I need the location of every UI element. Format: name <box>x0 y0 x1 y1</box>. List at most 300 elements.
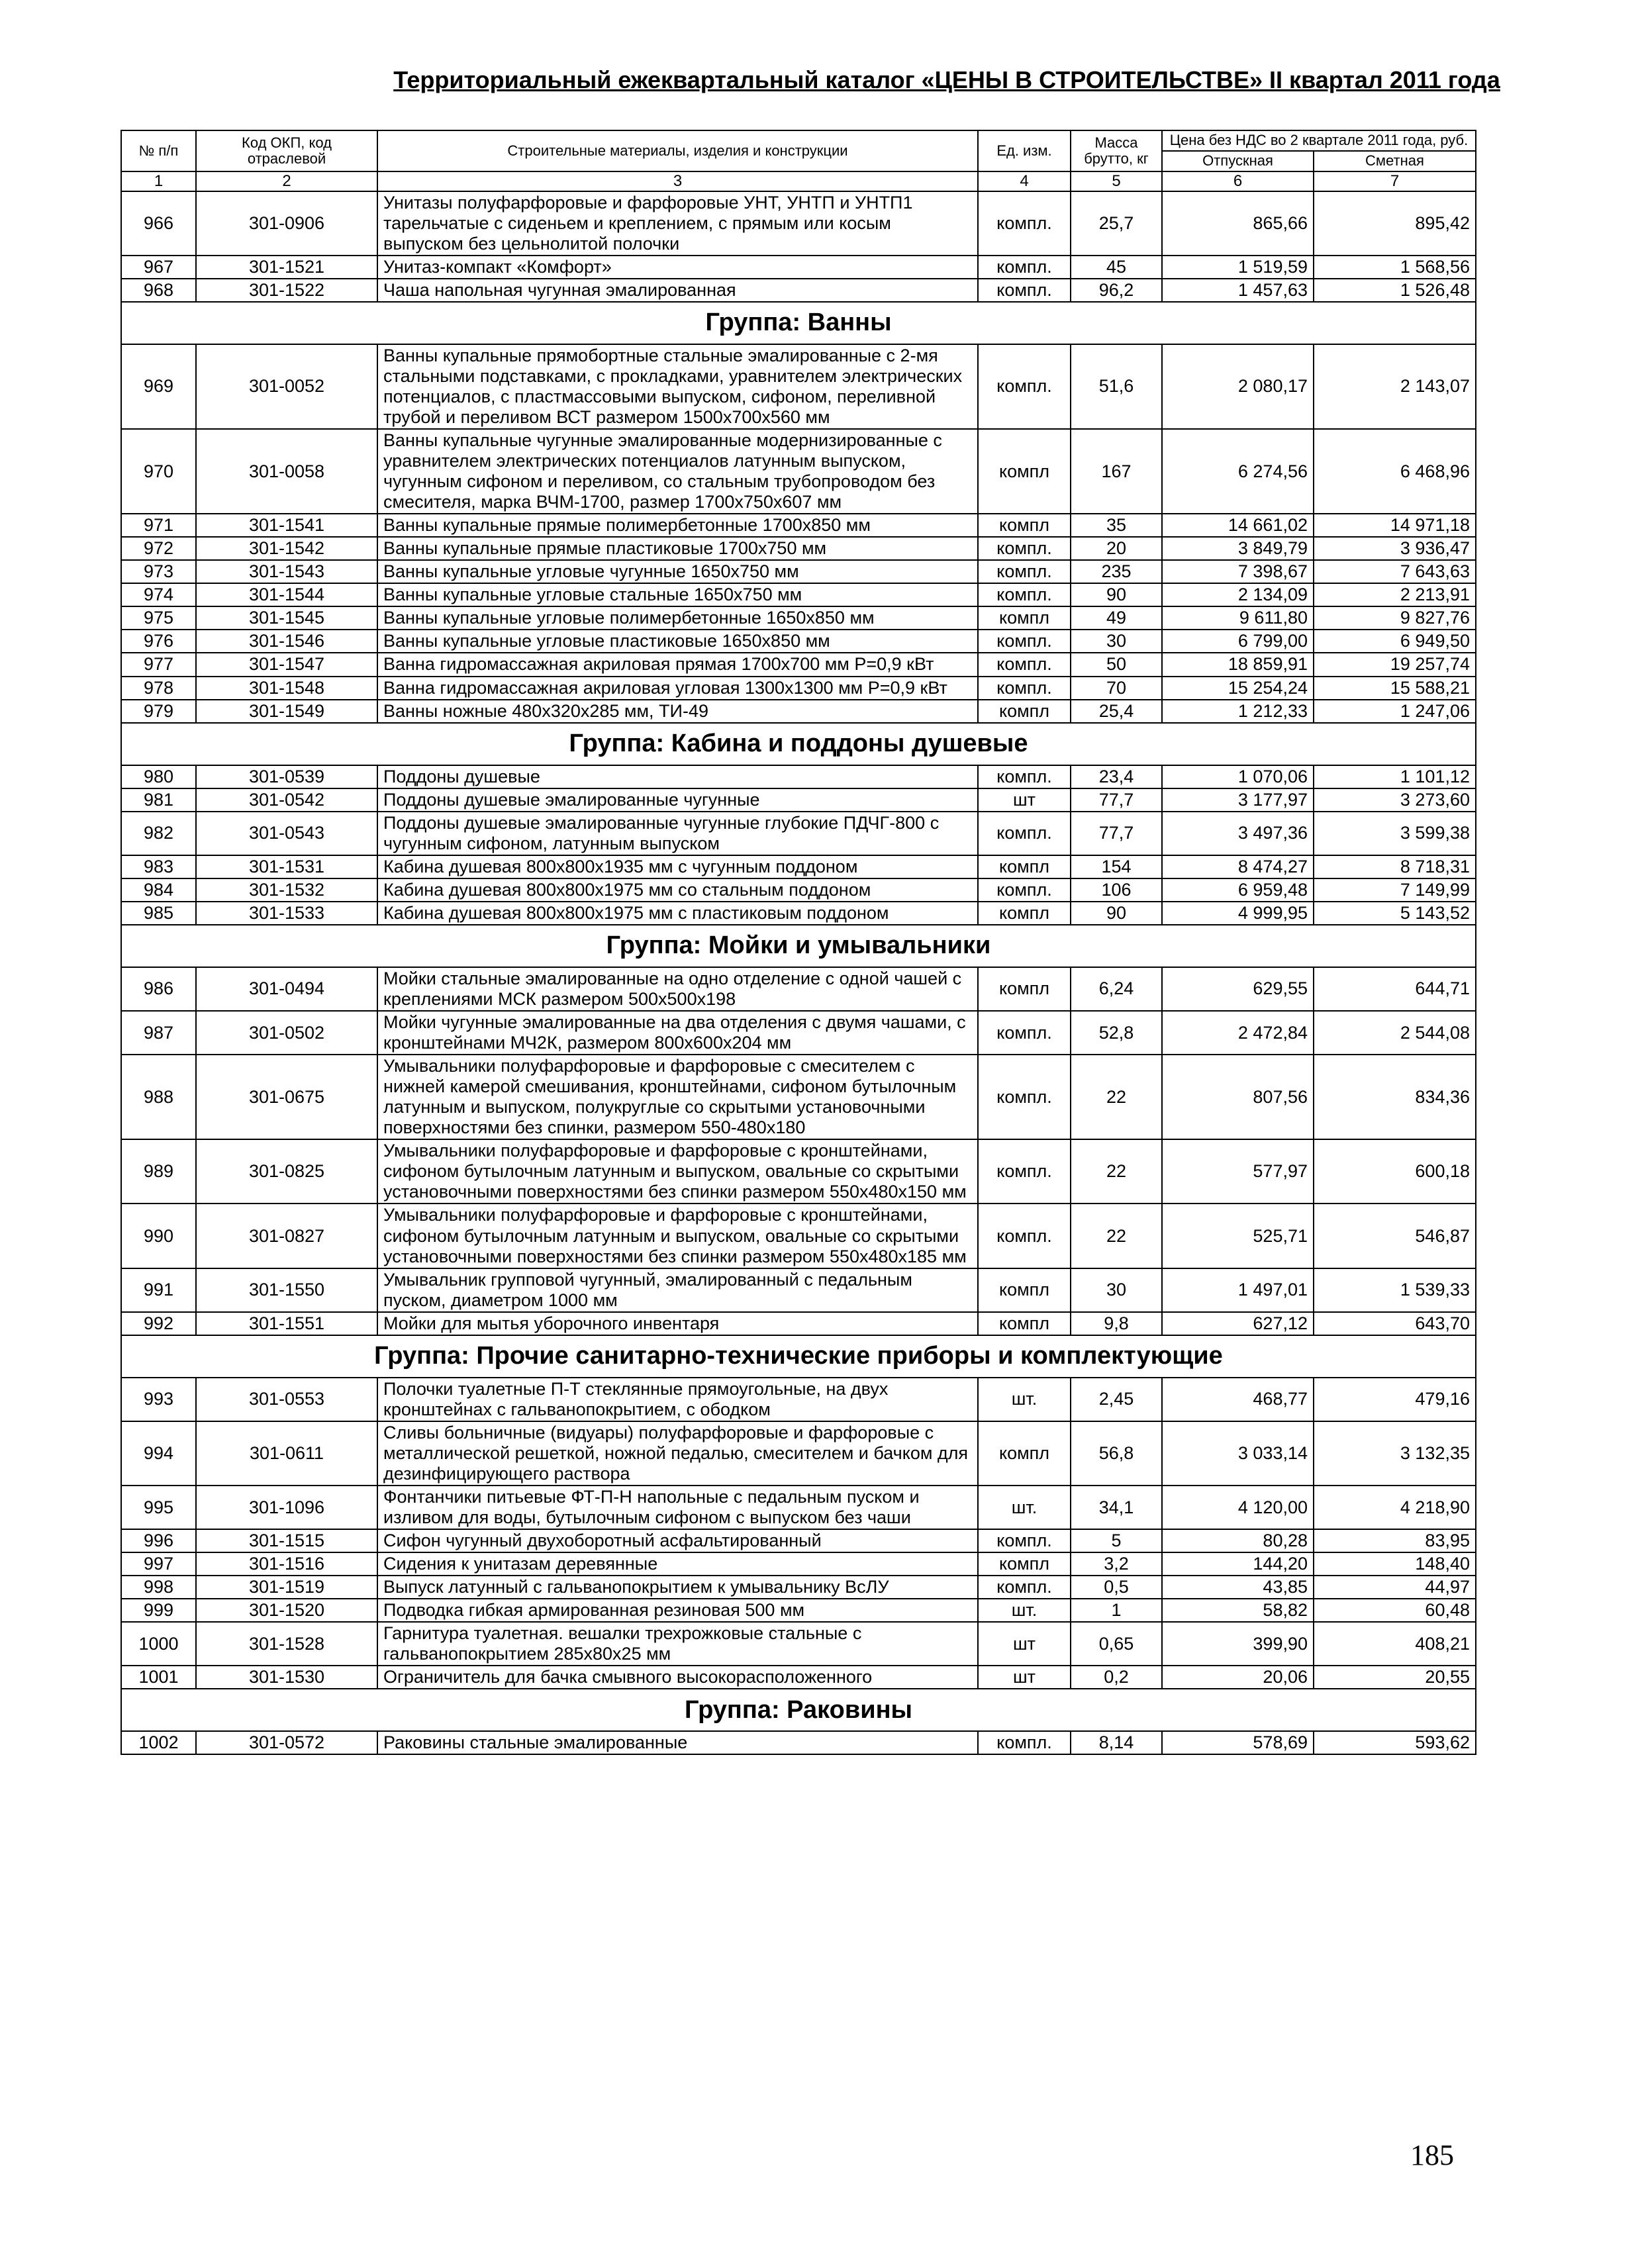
gross-mass: 3,2 <box>1071 1552 1162 1576</box>
table-row <box>121 560 1476 583</box>
row-number: 1000 <box>121 1622 196 1666</box>
group-row <box>121 1689 1476 1731</box>
release-price: 6 959,48 <box>1162 878 1314 902</box>
table-row <box>121 1529 1476 1552</box>
row-number: 997 <box>121 1552 196 1576</box>
estimate-price: 7 643,63 <box>1314 560 1476 583</box>
material-name: Ванны купальные угловые стальные 1650х750 мм <box>377 583 978 606</box>
gross-mass: 22 <box>1071 1139 1162 1204</box>
release-price: 80,28 <box>1162 1529 1314 1552</box>
gross-mass: 51,6 <box>1071 344 1162 429</box>
unit-of-measure: компл. <box>978 1204 1071 1268</box>
row-number: 988 <box>121 1055 196 1139</box>
table-row <box>121 1055 1476 1139</box>
material-name: Сифон чугунный двухоборотный асфальтированный <box>377 1529 978 1552</box>
estimate-price: 3 132,35 <box>1314 1421 1476 1486</box>
gross-mass: 25,4 <box>1071 700 1162 723</box>
unit-of-measure: компл. <box>978 1139 1071 1204</box>
table-row <box>121 537 1476 560</box>
material-name: Сливы больничные (видуары) полуфарфоровые и фарфоровые с металлической решеткой, ножной педалью, смесителем и бачком для дезинфицирующего раствора <box>377 1421 978 1486</box>
unit-of-measure: компл <box>978 700 1071 723</box>
gross-mass: 30 <box>1071 1268 1162 1312</box>
unit-of-measure: компл <box>978 967 1071 1011</box>
okp-code: 301-0553 <box>196 1378 377 1421</box>
gross-mass: 9,8 <box>1071 1312 1162 1335</box>
unit-of-measure: компл <box>978 902 1071 925</box>
okp-code: 301-1546 <box>196 630 377 653</box>
gross-mass: 0,5 <box>1071 1576 1162 1599</box>
gross-mass: 5 <box>1071 1529 1162 1552</box>
table-row <box>121 191 1476 256</box>
okp-code: 301-1549 <box>196 700 377 723</box>
material-name: Выпуск латунный с гальванопокрытием к умывальнику ВсЛУ <box>377 1576 978 1599</box>
table-row <box>121 606 1476 630</box>
table-row <box>121 788 1476 812</box>
okp-code: 301-0542 <box>196 788 377 812</box>
okp-code: 301-0052 <box>196 344 377 429</box>
table-row <box>121 700 1476 723</box>
group-row <box>121 925 1476 967</box>
okp-code: 301-0906 <box>196 191 377 256</box>
unit-of-measure: компл <box>978 606 1071 630</box>
okp-code: 301-0543 <box>196 812 377 855</box>
okp-code: 301-1515 <box>196 1529 377 1552</box>
material-name: Кабина душевая 800х800х1975 мм со стальным поддоном <box>377 878 978 902</box>
gross-mass: 56,8 <box>1071 1421 1162 1486</box>
header-price-release: Отпускная <box>1162 151 1314 171</box>
material-name: Ванна гидромассажная акриловая угловая 1300х1300 мм Р=0,9 кВт <box>377 677 978 700</box>
table-row <box>121 1011 1476 1055</box>
release-price: 1 497,01 <box>1162 1268 1314 1312</box>
gross-mass: 52,8 <box>1071 1011 1162 1055</box>
material-name: Мойки для мытья уборочного инвентаря <box>377 1312 978 1335</box>
release-price: 15 254,24 <box>1162 677 1314 700</box>
gross-mass: 0,2 <box>1071 1666 1162 1689</box>
column-number: 7 <box>1314 171 1476 191</box>
gross-mass: 90 <box>1071 583 1162 606</box>
unit-of-measure: компл <box>978 429 1071 514</box>
release-price: 577,97 <box>1162 1139 1314 1204</box>
page-title: Территориальный ежеквартальный каталог «ЦЕНЫ В СТРОИТЕЛЬСТВЕ» II квартал 2011 года <box>393 66 1500 93</box>
okp-code: 301-1532 <box>196 878 377 902</box>
estimate-price: 1 247,06 <box>1314 700 1476 723</box>
table-row <box>121 1622 1476 1666</box>
gross-mass: 106 <box>1071 878 1162 902</box>
estimate-price: 3 599,38 <box>1314 812 1476 855</box>
release-price: 6 799,00 <box>1162 630 1314 653</box>
table-row <box>121 878 1476 902</box>
gross-mass: 70 <box>1071 677 1162 700</box>
unit-of-measure: компл. <box>978 1731 1071 1754</box>
release-price: 3 497,36 <box>1162 812 1314 855</box>
unit-of-measure: компл. <box>978 653 1071 676</box>
release-price: 807,56 <box>1162 1055 1314 1139</box>
table-row <box>121 1486 1476 1529</box>
row-number: 989 <box>121 1139 196 1204</box>
material-name: Кабина душевая 800х800х1935 мм с чугунным поддоном <box>377 855 978 878</box>
table-row <box>121 429 1476 514</box>
table-row <box>121 677 1476 700</box>
release-price: 9 611,80 <box>1162 606 1314 630</box>
header-num: № п/п <box>121 130 196 171</box>
estimate-price: 593,62 <box>1314 1731 1476 1754</box>
table-header <box>121 130 1476 171</box>
estimate-price: 2 213,91 <box>1314 583 1476 606</box>
row-number: 971 <box>121 514 196 537</box>
estimate-price: 14 971,18 <box>1314 514 1476 537</box>
row-number: 966 <box>121 191 196 256</box>
material-name: Раковины стальные эмалированные <box>377 1731 978 1754</box>
header-name: Строительные материалы, изделия и конструкции <box>377 130 978 171</box>
row-number: 982 <box>121 812 196 855</box>
row-number: 991 <box>121 1268 196 1312</box>
unit-of-measure: компл. <box>978 1011 1071 1055</box>
table-body <box>121 171 1476 1754</box>
table-row <box>121 812 1476 855</box>
release-price: 399,90 <box>1162 1622 1314 1666</box>
release-price: 3 849,79 <box>1162 537 1314 560</box>
unit-of-measure: компл <box>978 1552 1071 1576</box>
estimate-price: 7 149,99 <box>1314 878 1476 902</box>
material-name: Ванны купальные прямые полимербетонные 1700х850 мм <box>377 514 978 537</box>
estimate-price: 60,48 <box>1314 1599 1476 1622</box>
estimate-price: 408,21 <box>1314 1622 1476 1666</box>
group-row <box>121 302 1476 344</box>
estimate-price: 1 526,48 <box>1314 279 1476 302</box>
material-name: Полочки туалетные П-Т стеклянные прямоугольные, на двух кронштейнах с гальванопокрытием, с ободком <box>377 1378 978 1421</box>
row-number: 983 <box>121 855 196 878</box>
release-price: 8 474,27 <box>1162 855 1314 878</box>
estimate-price: 3 936,47 <box>1314 537 1476 560</box>
gross-mass: 2,45 <box>1071 1378 1162 1421</box>
release-price: 20,06 <box>1162 1666 1314 1689</box>
row-number: 974 <box>121 583 196 606</box>
release-price: 627,12 <box>1162 1312 1314 1335</box>
table-row <box>121 765 1476 788</box>
unit-of-measure: шт <box>978 1622 1071 1666</box>
material-name: Кабина душевая 800х800х1975 мм с пластиковым поддоном <box>377 902 978 925</box>
release-price: 7 398,67 <box>1162 560 1314 583</box>
unit-of-measure: компл. <box>978 677 1071 700</box>
okp-code: 301-0539 <box>196 765 377 788</box>
release-price: 18 859,91 <box>1162 653 1314 676</box>
table-row <box>121 902 1476 925</box>
estimate-price: 4 218,90 <box>1314 1486 1476 1529</box>
gross-mass: 77,7 <box>1071 788 1162 812</box>
estimate-price: 148,40 <box>1314 1552 1476 1576</box>
gross-mass: 50 <box>1071 653 1162 676</box>
okp-code: 301-0611 <box>196 1421 377 1486</box>
estimate-price: 20,55 <box>1314 1666 1476 1689</box>
header-price-estimate: Сметная <box>1314 151 1476 171</box>
material-name: Ванны купальные чугунные эмалированные модернизированные с уравнителем электрических потенциалов латунным выпуском, чугунным сифоном и переливом, со стальным трубопроводом без смесителя, марка ВЧМ-1700, размер 1700х750х607 мм <box>377 429 978 514</box>
estimate-price: 479,16 <box>1314 1378 1476 1421</box>
release-price: 144,20 <box>1162 1552 1314 1576</box>
gross-mass: 96,2 <box>1071 279 1162 302</box>
material-name: Ванны купальные угловые пластиковые 1650х850 мм <box>377 630 978 653</box>
estimate-price: 643,70 <box>1314 1312 1476 1335</box>
table-row <box>121 1204 1476 1268</box>
okp-code: 301-1542 <box>196 537 377 560</box>
unit-of-measure: компл. <box>978 344 1071 429</box>
release-price: 1 519,59 <box>1162 256 1314 279</box>
material-name: Ванны купальные угловые чугунные 1650х750 мм <box>377 560 978 583</box>
unit-of-measure: компл <box>978 1421 1071 1486</box>
row-number: 1001 <box>121 1666 196 1689</box>
estimate-price: 5 143,52 <box>1314 902 1476 925</box>
unit-of-measure: компл. <box>978 537 1071 560</box>
material-name: Поддоны душевые <box>377 765 978 788</box>
header-mass: Масса брутто, кг <box>1071 130 1162 171</box>
unit-of-measure: шт. <box>978 1486 1071 1529</box>
material-name: Фонтанчики питьевые ФТ-П-Н напольные с педальным пуском и изливом для воды, бутылочным сифоном с выпуском без чаши <box>377 1486 978 1529</box>
unit-of-measure: компл. <box>978 1529 1071 1552</box>
material-name: Гарнитура туалетная. вешалки трехрожковые стальные с гальванопокрытием 285х80х25 мм <box>377 1622 978 1666</box>
gross-mass: 22 <box>1071 1055 1162 1139</box>
estimate-price: 19 257,74 <box>1314 653 1476 676</box>
row-number: 1002 <box>121 1731 196 1754</box>
table-row <box>121 1576 1476 1599</box>
unit-of-measure: компл. <box>978 1576 1071 1599</box>
material-name: Унитазы полуфарфоровые и фарфоровые УНТ, УНТП и УНТП1 тарельчатые с сиденьем и креплением, с прямым или косым выпуском без цельнолитой полочки <box>377 191 978 256</box>
table-row <box>121 855 1476 878</box>
gross-mass: 35 <box>1071 514 1162 537</box>
row-number: 970 <box>121 429 196 514</box>
material-name: Ванны купальные угловые полимербетонные 1650х850 мм <box>377 606 978 630</box>
estimate-price: 600,18 <box>1314 1139 1476 1204</box>
gross-mass: 154 <box>1071 855 1162 878</box>
estimate-price: 1 539,33 <box>1314 1268 1476 1312</box>
material-name: Ванны купальные прямые пластиковые 1700х750 мм <box>377 537 978 560</box>
okp-code: 301-1545 <box>196 606 377 630</box>
row-number: 996 <box>121 1529 196 1552</box>
unit-of-measure: компл. <box>978 560 1071 583</box>
row-number: 992 <box>121 1312 196 1335</box>
row-number: 985 <box>121 902 196 925</box>
estimate-price: 1 568,56 <box>1314 256 1476 279</box>
estimate-price: 2 143,07 <box>1314 344 1476 429</box>
table-row <box>121 1312 1476 1335</box>
column-number: 2 <box>196 171 377 191</box>
release-price: 2 472,84 <box>1162 1011 1314 1055</box>
gross-mass: 90 <box>1071 902 1162 925</box>
group-heading: Группа: Прочие санитарно-технические приборы и комплектующие <box>121 1335 1476 1378</box>
row-number: 998 <box>121 1576 196 1599</box>
estimate-price: 83,95 <box>1314 1529 1476 1552</box>
gross-mass: 6,24 <box>1071 967 1162 1011</box>
column-numbers-row <box>121 171 1476 191</box>
estimate-price: 6 468,96 <box>1314 429 1476 514</box>
okp-code: 301-0572 <box>196 1731 377 1754</box>
okp-code: 301-0502 <box>196 1011 377 1055</box>
unit-of-measure: шт. <box>978 1378 1071 1421</box>
column-number: 1 <box>121 171 196 191</box>
release-price: 1 457,63 <box>1162 279 1314 302</box>
material-name: Ванны ножные 480х320х285 мм, ТИ-49 <box>377 700 978 723</box>
unit-of-measure: компл. <box>978 583 1071 606</box>
okp-code: 301-1516 <box>196 1552 377 1576</box>
row-number: 969 <box>121 344 196 429</box>
material-name: Мойки чугунные эмалированные на два отделения с двумя чашами, с кронштейнами МЧ2К, размером 800х600х204 мм <box>377 1011 978 1055</box>
estimate-price: 6 949,50 <box>1314 630 1476 653</box>
gross-mass: 45 <box>1071 256 1162 279</box>
group-heading: Группа: Раковины <box>121 1689 1476 1731</box>
table-row <box>121 1268 1476 1312</box>
release-price: 629,55 <box>1162 967 1314 1011</box>
table-row <box>121 1599 1476 1622</box>
group-heading: Группа: Ванны <box>121 302 1476 344</box>
gross-mass: 235 <box>1071 560 1162 583</box>
okp-code: 301-1096 <box>196 1486 377 1529</box>
okp-code: 301-1550 <box>196 1268 377 1312</box>
group-heading: Группа: Кабина и поддоны душевые <box>121 723 1476 765</box>
gross-mass: 77,7 <box>1071 812 1162 855</box>
gross-mass: 8,14 <box>1071 1731 1162 1754</box>
row-number: 973 <box>121 560 196 583</box>
okp-code: 301-0675 <box>196 1055 377 1139</box>
table-row <box>121 344 1476 429</box>
column-number: 4 <box>978 171 1071 191</box>
material-name: Поддоны душевые эмалированные чугунные глубокие ПДЧГ-800 с чугунным сифоном, латунным выпуском <box>377 812 978 855</box>
release-price: 3 177,97 <box>1162 788 1314 812</box>
row-number: 977 <box>121 653 196 676</box>
unit-of-measure: компл. <box>978 630 1071 653</box>
unit-of-measure: компл <box>978 514 1071 537</box>
material-name: Чаша напольная чугунная эмалированная <box>377 279 978 302</box>
estimate-price: 3 273,60 <box>1314 788 1476 812</box>
gross-mass: 34,1 <box>1071 1486 1162 1529</box>
table-row <box>121 653 1476 676</box>
release-price: 14 661,02 <box>1162 514 1314 537</box>
unit-of-measure: шт <box>978 1666 1071 1689</box>
material-name: Умывальники полуфарфоровые и фарфоровые с кронштейнами, сифоном бутылочным латунным и выпуском, овальные со скрытыми установочными поверхностями без спинки размером 550х480х185 мм <box>377 1204 978 1268</box>
table-row <box>121 630 1476 653</box>
table-row <box>121 279 1476 302</box>
unit-of-measure: компл <box>978 855 1071 878</box>
okp-code: 301-0825 <box>196 1139 377 1204</box>
table-row <box>121 514 1476 537</box>
material-name: Ванны купальные прямобортные стальные эмалированные с 2-мя стальными подставками, с прокладками, уравнителем электрических потенциалов, с пластмассовыми выпуском, сифоном, переливной трубой и переливом ВСТ размером 1500х700х560 мм <box>377 344 978 429</box>
okp-code: 301-1522 <box>196 279 377 302</box>
okp-code: 301-1551 <box>196 1312 377 1335</box>
okp-code: 301-1528 <box>196 1622 377 1666</box>
release-price: 58,82 <box>1162 1599 1314 1622</box>
material-name: Поддоны душевые эмалированные чугунные <box>377 788 978 812</box>
column-number: 6 <box>1162 171 1314 191</box>
group-heading: Группа: Мойки и умывальники <box>121 925 1476 967</box>
release-price: 43,85 <box>1162 1576 1314 1599</box>
header-code: Код ОКП, код отраслевой <box>196 130 377 171</box>
row-number: 972 <box>121 537 196 560</box>
okp-code: 301-1548 <box>196 677 377 700</box>
gross-mass: 25,7 <box>1071 191 1162 256</box>
gross-mass: 20 <box>1071 537 1162 560</box>
material-name: Сидения к унитазам деревянные <box>377 1552 978 1576</box>
row-number: 981 <box>121 788 196 812</box>
release-price: 2 134,09 <box>1162 583 1314 606</box>
unit-of-measure: компл. <box>978 279 1071 302</box>
row-number: 978 <box>121 677 196 700</box>
release-price: 3 033,14 <box>1162 1421 1314 1486</box>
release-price: 468,77 <box>1162 1378 1314 1421</box>
estimate-price: 546,87 <box>1314 1204 1476 1268</box>
row-number: 984 <box>121 878 196 902</box>
material-name: Ванна гидромассажная акриловая прямая 1700х700 мм Р=0,9 кВт <box>377 653 978 676</box>
material-name: Умывальники полуфарфоровые и фарфоровые с смесителем с нижней камерой смешивания, кронштейнами, сифоном бутылочным латунным и выпуском, полукруглые со скрытыми установочными поверхностями без спинки, размером 550-480х180 <box>377 1055 978 1139</box>
unit-of-measure: компл. <box>978 256 1071 279</box>
estimate-price: 8 718,31 <box>1314 855 1476 878</box>
release-price: 1 070,06 <box>1162 765 1314 788</box>
column-number: 3 <box>377 171 978 191</box>
gross-mass: 167 <box>1071 429 1162 514</box>
release-price: 4 120,00 <box>1162 1486 1314 1529</box>
table-row <box>121 967 1476 1011</box>
okp-code: 301-1544 <box>196 583 377 606</box>
material-name: Унитаз-компакт «Комфорт» <box>377 256 978 279</box>
okp-code: 301-1543 <box>196 560 377 583</box>
gross-mass: 22 <box>1071 1204 1162 1268</box>
row-number: 990 <box>121 1204 196 1268</box>
estimate-price: 1 101,12 <box>1314 765 1476 788</box>
estimate-price: 9 827,76 <box>1314 606 1476 630</box>
row-number: 976 <box>121 630 196 653</box>
row-number: 986 <box>121 967 196 1011</box>
row-number: 968 <box>121 279 196 302</box>
release-price: 525,71 <box>1162 1204 1314 1268</box>
gross-mass: 49 <box>1071 606 1162 630</box>
okp-code: 301-0058 <box>196 429 377 514</box>
material-name: Мойки стальные эмалированные на одно отделение с одной чашей с креплениями МСК размером 500х500х198 <box>377 967 978 1011</box>
header-unit: Ед. изм. <box>978 130 1071 171</box>
row-number: 980 <box>121 765 196 788</box>
okp-code: 301-1519 <box>196 1576 377 1599</box>
table-row <box>121 1731 1476 1754</box>
group-row <box>121 723 1476 765</box>
row-number: 995 <box>121 1486 196 1529</box>
table-row <box>121 583 1476 606</box>
release-price: 6 274,56 <box>1162 429 1314 514</box>
gross-mass: 23,4 <box>1071 765 1162 788</box>
table-row <box>121 256 1476 279</box>
okp-code: 301-1531 <box>196 855 377 878</box>
row-number: 994 <box>121 1421 196 1486</box>
table-row <box>121 1139 1476 1204</box>
unit-of-measure: компл <box>978 1268 1071 1312</box>
okp-code: 301-1521 <box>196 256 377 279</box>
unit-of-measure: компл. <box>978 812 1071 855</box>
unit-of-measure: компл <box>978 1312 1071 1335</box>
estimate-price: 895,42 <box>1314 191 1476 256</box>
column-number: 5 <box>1071 171 1162 191</box>
header-price-group: Цена без НДС во 2 квартале 2011 года, руб. <box>1162 130 1476 151</box>
material-name: Ограничитель для бачка смывного высокорасположенного <box>377 1666 978 1689</box>
table-row <box>121 1421 1476 1486</box>
material-name: Умывальники полуфарфоровые и фарфоровые с кронштейнами, сифоном бутылочным латунным и выпуском, овальные со скрытыми установочными поверхностями без спинки размером 550х480х150 мм <box>377 1139 978 1204</box>
gross-mass: 0,65 <box>1071 1622 1162 1666</box>
unit-of-measure: шт <box>978 788 1071 812</box>
unit-of-measure: компл. <box>978 191 1071 256</box>
release-price: 865,66 <box>1162 191 1314 256</box>
group-row <box>121 1335 1476 1378</box>
release-price: 1 212,33 <box>1162 700 1314 723</box>
estimate-price: 834,36 <box>1314 1055 1476 1139</box>
row-number: 999 <box>121 1599 196 1622</box>
okp-code: 301-1520 <box>196 1599 377 1622</box>
gross-mass: 30 <box>1071 630 1162 653</box>
row-number: 993 <box>121 1378 196 1421</box>
estimate-price: 44,97 <box>1314 1576 1476 1599</box>
estimate-price: 2 544,08 <box>1314 1011 1476 1055</box>
